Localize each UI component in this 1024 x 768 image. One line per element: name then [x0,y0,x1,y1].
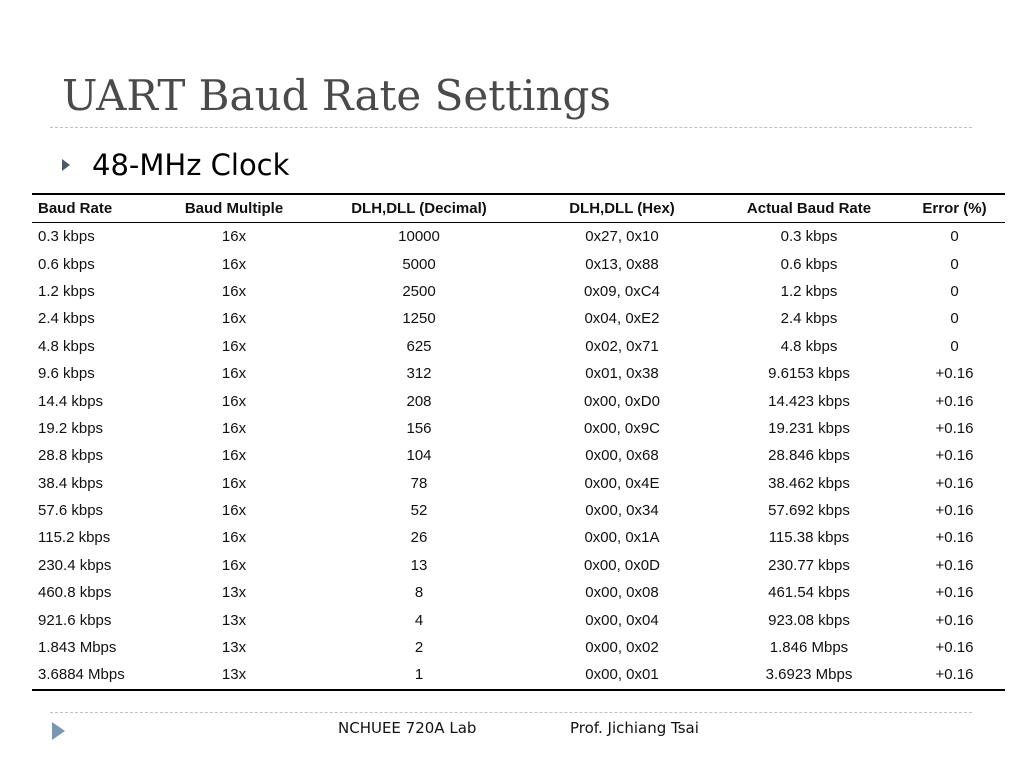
table-cell: 3.6884 Mbps [38,666,125,684]
table-cell: 26 [410,529,428,547]
table-row [32,250,1005,277]
table-cell: 8 [414,584,424,602]
table-cell: 625 [406,337,432,355]
table-row [32,470,1005,497]
table-cell: 16x [221,447,247,465]
table-cell: 4 [414,611,424,629]
table-cell: 0.3 kbps [780,228,838,246]
table-row [32,661,1005,689]
table-cell: 13 [410,556,428,574]
table-cell: 230.4 kbps [38,556,112,574]
table-cell: 0x00, 0x0D [584,556,660,574]
table-cell: 16x [221,365,247,383]
table-cell: 1.2 kbps [38,282,95,300]
table-cell: 460.8 kbps [38,584,112,602]
table-cell: +0.16 [935,529,974,547]
table-row [32,415,1005,442]
table-row [32,634,1005,661]
footer-arrow-icon [52,722,65,740]
table-cell: 38.462 kbps [768,474,850,492]
table-body [32,223,1005,690]
table-cell: 52 [410,502,428,520]
table-cell: 0 [950,337,959,355]
table-cell: 312 [406,365,432,383]
table-cell: 0x00, 0x34 [585,502,659,520]
table-cell: 0x00, 0x04 [585,611,659,629]
column-header: Baud Rate [38,200,113,217]
table-cell: 57.692 kbps [768,502,850,520]
table-cell: 16x [221,502,247,520]
table-cell: 13x [221,611,247,629]
table-row [32,333,1005,360]
column-header: DLH,DLL (Decimal) [351,200,487,217]
bullet-item [62,145,289,185]
table-cell: 38.4 kbps [38,474,104,492]
table-cell: 16x [221,419,247,437]
table-cell: 0x13, 0x88 [585,255,659,273]
table-cell: 4.8 kbps [38,337,95,355]
table-cell: 0.3 kbps [38,228,95,246]
footer-professor: Prof. Jichiang Tsai [570,719,699,737]
table-cell: 0x01, 0x38 [585,365,659,383]
table-cell: 4.8 kbps [780,337,838,355]
table-cell: 0x00, 0x08 [585,584,659,602]
column-header: Baud Multiple [184,200,284,217]
table-row [32,524,1005,551]
table-cell: 230.77 kbps [768,556,850,574]
table-cell: 0x00, 0x4E [584,474,660,492]
table-cell: 0 [950,255,959,273]
table-cell: 16x [221,474,247,492]
table-cell: +0.16 [935,447,974,465]
table-cell: 16x [221,282,247,300]
footer-divider [50,712,972,713]
column-header: DLH,DLL (Hex) [569,200,675,217]
slide-title: UART Baud Rate Settings [62,71,611,120]
table-cell: 1.846 Mbps [769,639,849,657]
table-cell: +0.16 [935,556,974,574]
table-cell: +0.16 [935,474,974,492]
table-cell: 104 [406,447,432,465]
table-cell: 16x [221,337,247,355]
table-cell: 461.54 kbps [768,584,850,602]
table-cell: 0x00, 0x02 [585,639,659,657]
table-cell: 16x [221,556,247,574]
column-header: Actual Baud Rate [746,200,872,217]
table-cell: 1.843 Mbps [38,639,117,657]
table-header-row [32,194,1005,223]
table-cell: 9.6 kbps [38,365,95,383]
table-cell: 2500 [402,282,436,300]
baud-rate-table-container [32,193,1005,691]
table-row [32,497,1005,524]
table-cell: 156 [406,419,432,437]
table-row [32,360,1005,387]
table-cell: 2 [414,639,424,657]
table-row [32,387,1005,414]
table-cell: +0.16 [935,611,974,629]
table-cell: 28.846 kbps [768,447,850,465]
table-row [32,606,1005,633]
table-cell: +0.16 [935,639,974,657]
table-cell: 5000 [402,255,436,273]
table-cell: 16x [221,310,247,328]
table-cell: 923.08 kbps [768,611,850,629]
table-cell: 1 [414,666,424,684]
table-cell: 0x09, 0xC4 [584,282,660,300]
table-cell: 2.4 kbps [38,310,95,328]
table-cell: 14.423 kbps [768,392,850,410]
table-cell: 0x02, 0x71 [585,337,659,355]
table-cell: 0.6 kbps [780,255,838,273]
table-cell: 115.2 kbps [38,529,111,547]
table-cell: 0x04, 0xE2 [584,310,660,328]
table-cell: 13x [221,666,247,684]
table-cell: 16x [221,255,247,273]
title-divider [50,127,972,128]
table-cell: 0x00, 0xD0 [584,392,660,410]
table-cell: 2.4 kbps [780,310,838,328]
table-cell: 19.231 kbps [768,419,850,437]
table-cell: 1250 [402,310,436,328]
table-cell: 16x [221,228,247,246]
table-cell: 9.6153 kbps [768,365,850,383]
table-cell: 0x00, 0x1A [584,529,660,547]
table-row [32,305,1005,332]
table-row [32,552,1005,579]
table-cell: 921.6 kbps [38,611,112,629]
table-cell: 78 [410,474,428,492]
table-cell: 16x [221,392,247,410]
table-cell: 10000 [398,228,440,246]
table-cell: 208 [406,392,432,410]
bullet-arrow-icon [62,159,70,171]
table-cell: 28.8 kbps [38,447,104,465]
table-cell: 13x [221,639,247,657]
table-cell: +0.16 [935,392,974,410]
table-cell: 115.38 kbps [768,529,850,547]
table-cell: 0x00, 0x68 [585,447,659,465]
table-cell: +0.16 [935,502,974,520]
table-cell: 14.4 kbps [38,392,104,410]
table-cell: 3.6923 Mbps [765,666,853,684]
table-cell: 0x00, 0x01 [585,666,659,684]
table-row [32,278,1005,305]
table-cell: +0.16 [935,584,974,602]
table-cell: 0 [950,228,959,246]
table-cell: +0.16 [935,666,974,684]
table-cell: 13x [221,584,247,602]
table-row [32,442,1005,469]
table-row [32,579,1005,606]
footer-lab-name: NCHUEE 720A Lab [338,719,477,737]
column-header: Error (%) [922,200,987,217]
table-cell: 19.2 kbps [38,419,104,437]
table-cell: 1.2 kbps [780,282,838,300]
table-row [32,223,1005,251]
table-cell: 0 [950,282,959,300]
table-cell: 0x27, 0x10 [585,228,659,246]
table-cell: 0x00, 0x9C [584,419,660,437]
table-cell: +0.16 [935,419,974,437]
bullet-text: 48-MHz Clock [92,148,290,182]
table-cell: 57.6 kbps [38,502,104,520]
table-cell: +0.16 [935,365,974,383]
baud-rate-table [32,193,1005,691]
table-cell: 0.6 kbps [38,255,95,273]
table-cell: 16x [221,529,247,547]
table-cell: 0 [950,310,959,328]
